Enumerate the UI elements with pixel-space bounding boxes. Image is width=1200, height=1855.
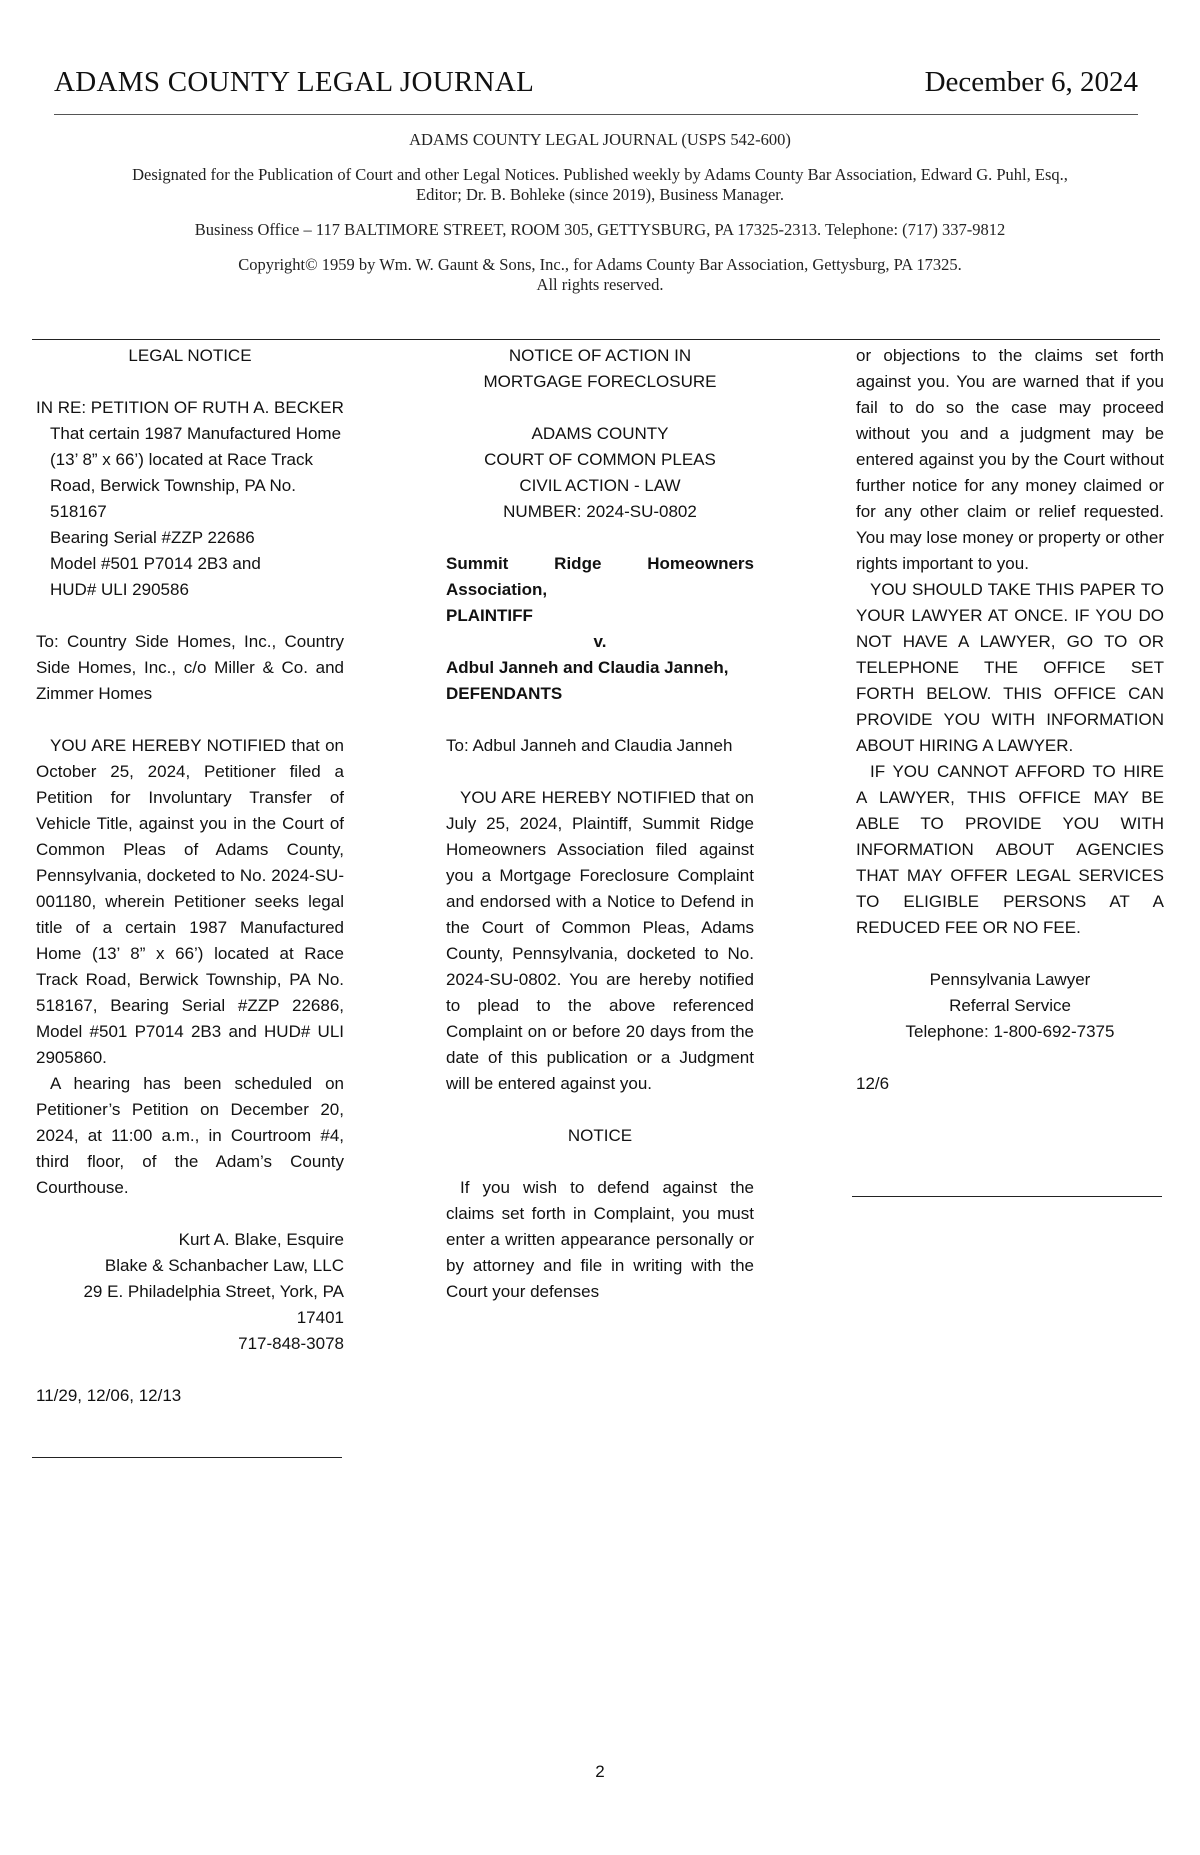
- foreclosure-heading-line-1: NOTICE OF ACTION IN: [508, 346, 692, 365]
- business-office-text: Business Office – 117 BALTIMORE STREET, ROOM 305, GETTYSBURG, PA 17325-2313. Telephone: (717) 337-9812: [194, 220, 1006, 239]
- cannot-afford-paragraph: IF YOU CANNOT AFFORD TO HIRE A LAWYER, THIS OFFICE MAY BE ABLE TO PROVIDE YOU WITH INFORMATION ABOUT AGENCIES THAT MAY OFFER LEGAL SERVICES TO ELIGIBLE PERSONS AT A REDUCED FEE OR NO FEE.: [856, 762, 1164, 937]
- legal-notice-column: [36, 343, 344, 1409]
- defendants-name: Adbul Janneh and Claudia Janneh,: [446, 658, 729, 677]
- defendants-label: DEFENDANTS: [446, 684, 563, 703]
- attorney-name: Kurt A. Blake, Esquire: [178, 1230, 344, 1249]
- civil-action: CIVIL ACTION - LAW: [519, 476, 681, 495]
- notice-recipients: To: Country Side Homes, Inc., Country Side Homes, Inc., c/o Miller & Co. and Zimmer Homes: [36, 632, 344, 703]
- designation-text: Designated for the Publication of Court and other Legal Notices. Published weekly by Adams County Bar Association, Edward G. Puhl, Esq., Editor; Dr. B. Bohleke (since 2019), Business Manager.: [132, 165, 1068, 204]
- masthead: [110, 130, 1090, 310]
- issue-date: December 6, 2024: [924, 66, 1138, 98]
- referral-line-2: Referral Service: [949, 996, 1071, 1015]
- journal-header: [54, 62, 1138, 115]
- defend-instructions-continued: or objections to the claims set forth against you. You are warned that if you fail to do so the case may proceed without you and a judgment may be entered against you by the Court without further notice for any money claimed or for any other claim or relief requested. You may lose money or property or other rights important to you.: [856, 346, 1164, 573]
- case-number: NUMBER: 2024-SU-0802: [503, 502, 697, 521]
- hud-line: HUD# ULI 290586: [50, 580, 189, 599]
- columns-top-rule: [32, 339, 1160, 340]
- defend-instructions: If you wish to defend against the claims set forth in Complaint, you must enter a written appearance personally or by attorney and file in writing with the Court your defenses: [446, 1178, 754, 1301]
- foreclosure-body: YOU ARE HEREBY NOTIFIED that on July 25, 2024, Plaintiff, Summit Ridge Homeowners Association filed against you a Mortgage Foreclosure Complaint and endorsed with a Notice to Defend in the Court of Common Pleas, Adams County, Pennsylvania, docketed to No. 2024-SU-0802. You are hereby notified to plead to the above referenced Complaint on or before 20 days from the date of this publication or a Judgment will be entered against you.: [446, 788, 754, 1093]
- firm-phone: 717-848-3078: [238, 1334, 344, 1353]
- model-line: Model #501 P7014 2B3 and: [50, 554, 261, 573]
- foreclosure-heading-line-2: MORTGAGE FORECLOSURE: [483, 372, 717, 391]
- copyright-text: Copyright© 1959 by Wm. W. Gaunt & Sons, Inc., for Adams County Bar Association, Gettysburg, PA 17325.: [238, 255, 962, 274]
- legal-notice-heading: LEGAL NOTICE: [128, 346, 252, 365]
- versus-label: v.: [593, 632, 607, 651]
- court-county: ADAMS COUNTY: [531, 424, 669, 443]
- notice-subheading: NOTICE: [567, 1126, 633, 1145]
- run-dates: 11/29, 12/06, 12/13: [36, 1386, 182, 1405]
- plaintiff-label: PLAINTIFF: [446, 606, 533, 625]
- foreclosure-notice-continued-column: [856, 343, 1164, 1097]
- take-to-lawyer-paragraph: YOU SHOULD TAKE THIS PAPER TO YOUR LAWYER AT ONCE. IF YOU DO NOT HAVE A LAWYER, GO TO OR TELEPHONE THE OFFICE SET FORTH BELOW. THIS OFFICE CAN PROVIDE YOU WITH INFORMATION ABOUT HIRING A LAWYER.: [856, 580, 1164, 755]
- legal-notice-end-rule: [32, 1457, 342, 1458]
- law-firm: Blake & Schanbacher Law, LLC: [104, 1256, 344, 1275]
- foreclosure-run-date: 12/6: [856, 1074, 890, 1093]
- publication-line: ADAMS COUNTY LEGAL JOURNAL (USPS 542-600): [409, 130, 791, 149]
- foreclosure-notice-end-rule: [852, 1196, 1162, 1197]
- court-name: COURT OF COMMON PLEAS: [484, 450, 716, 469]
- in-re-line: IN RE: PETITION OF RUTH A. BECKER: [36, 398, 344, 417]
- journal-title: ADAMS COUNTY LEGAL JOURNAL: [54, 66, 535, 98]
- referral-phone: Telephone: 1-800-692-7375: [905, 1022, 1115, 1041]
- plaintiff-name: Summit Ridge Homeowners Association,: [446, 554, 754, 599]
- referral-line-1: Pennsylvania Lawyer: [929, 970, 1091, 989]
- foreclosure-notice-column: [446, 343, 754, 1305]
- rights-text: All rights reserved.: [536, 275, 664, 294]
- page-number: 2: [595, 1762, 605, 1781]
- firm-address: 29 E. Philadelphia Street, York, PA 17401: [83, 1282, 344, 1327]
- hearing-paragraph: A hearing has been scheduled on Petitioner’s Petition on December 20, 2024, at 11:00 a.m., in Courtroom #4, third floor, of the Adam’s County Courthouse.: [36, 1074, 344, 1197]
- serial-line: Bearing Serial #ZZP 22686: [50, 528, 255, 547]
- foreclosure-recipients: To: Adbul Janneh and Claudia Janneh: [446, 736, 733, 755]
- notice-body: YOU ARE HEREBY NOTIFIED that on October 25, 2024, Petitioner filed a Petition for Involuntary Transfer of Vehicle Title, against you in the Court of Common Pleas of Adams County, Pennsylvania, docketed to No. 2024-SU-001180, wherein Petitioner seeks legal title of a certain 1987 Manufactured Home (13’ 8” x 66’) located at Race Track Road, Berwick Township, PA No. 518167, Bearing Serial #ZZP 22686, Model #501 P7014 2B3 and HUD# ULI 2905860.: [36, 736, 344, 1067]
- property-description: That certain 1987 Manufactured Home (13’ 8” x 66’) located at Race Track Road, Berwick Township, PA No. 518167: [50, 424, 342, 521]
